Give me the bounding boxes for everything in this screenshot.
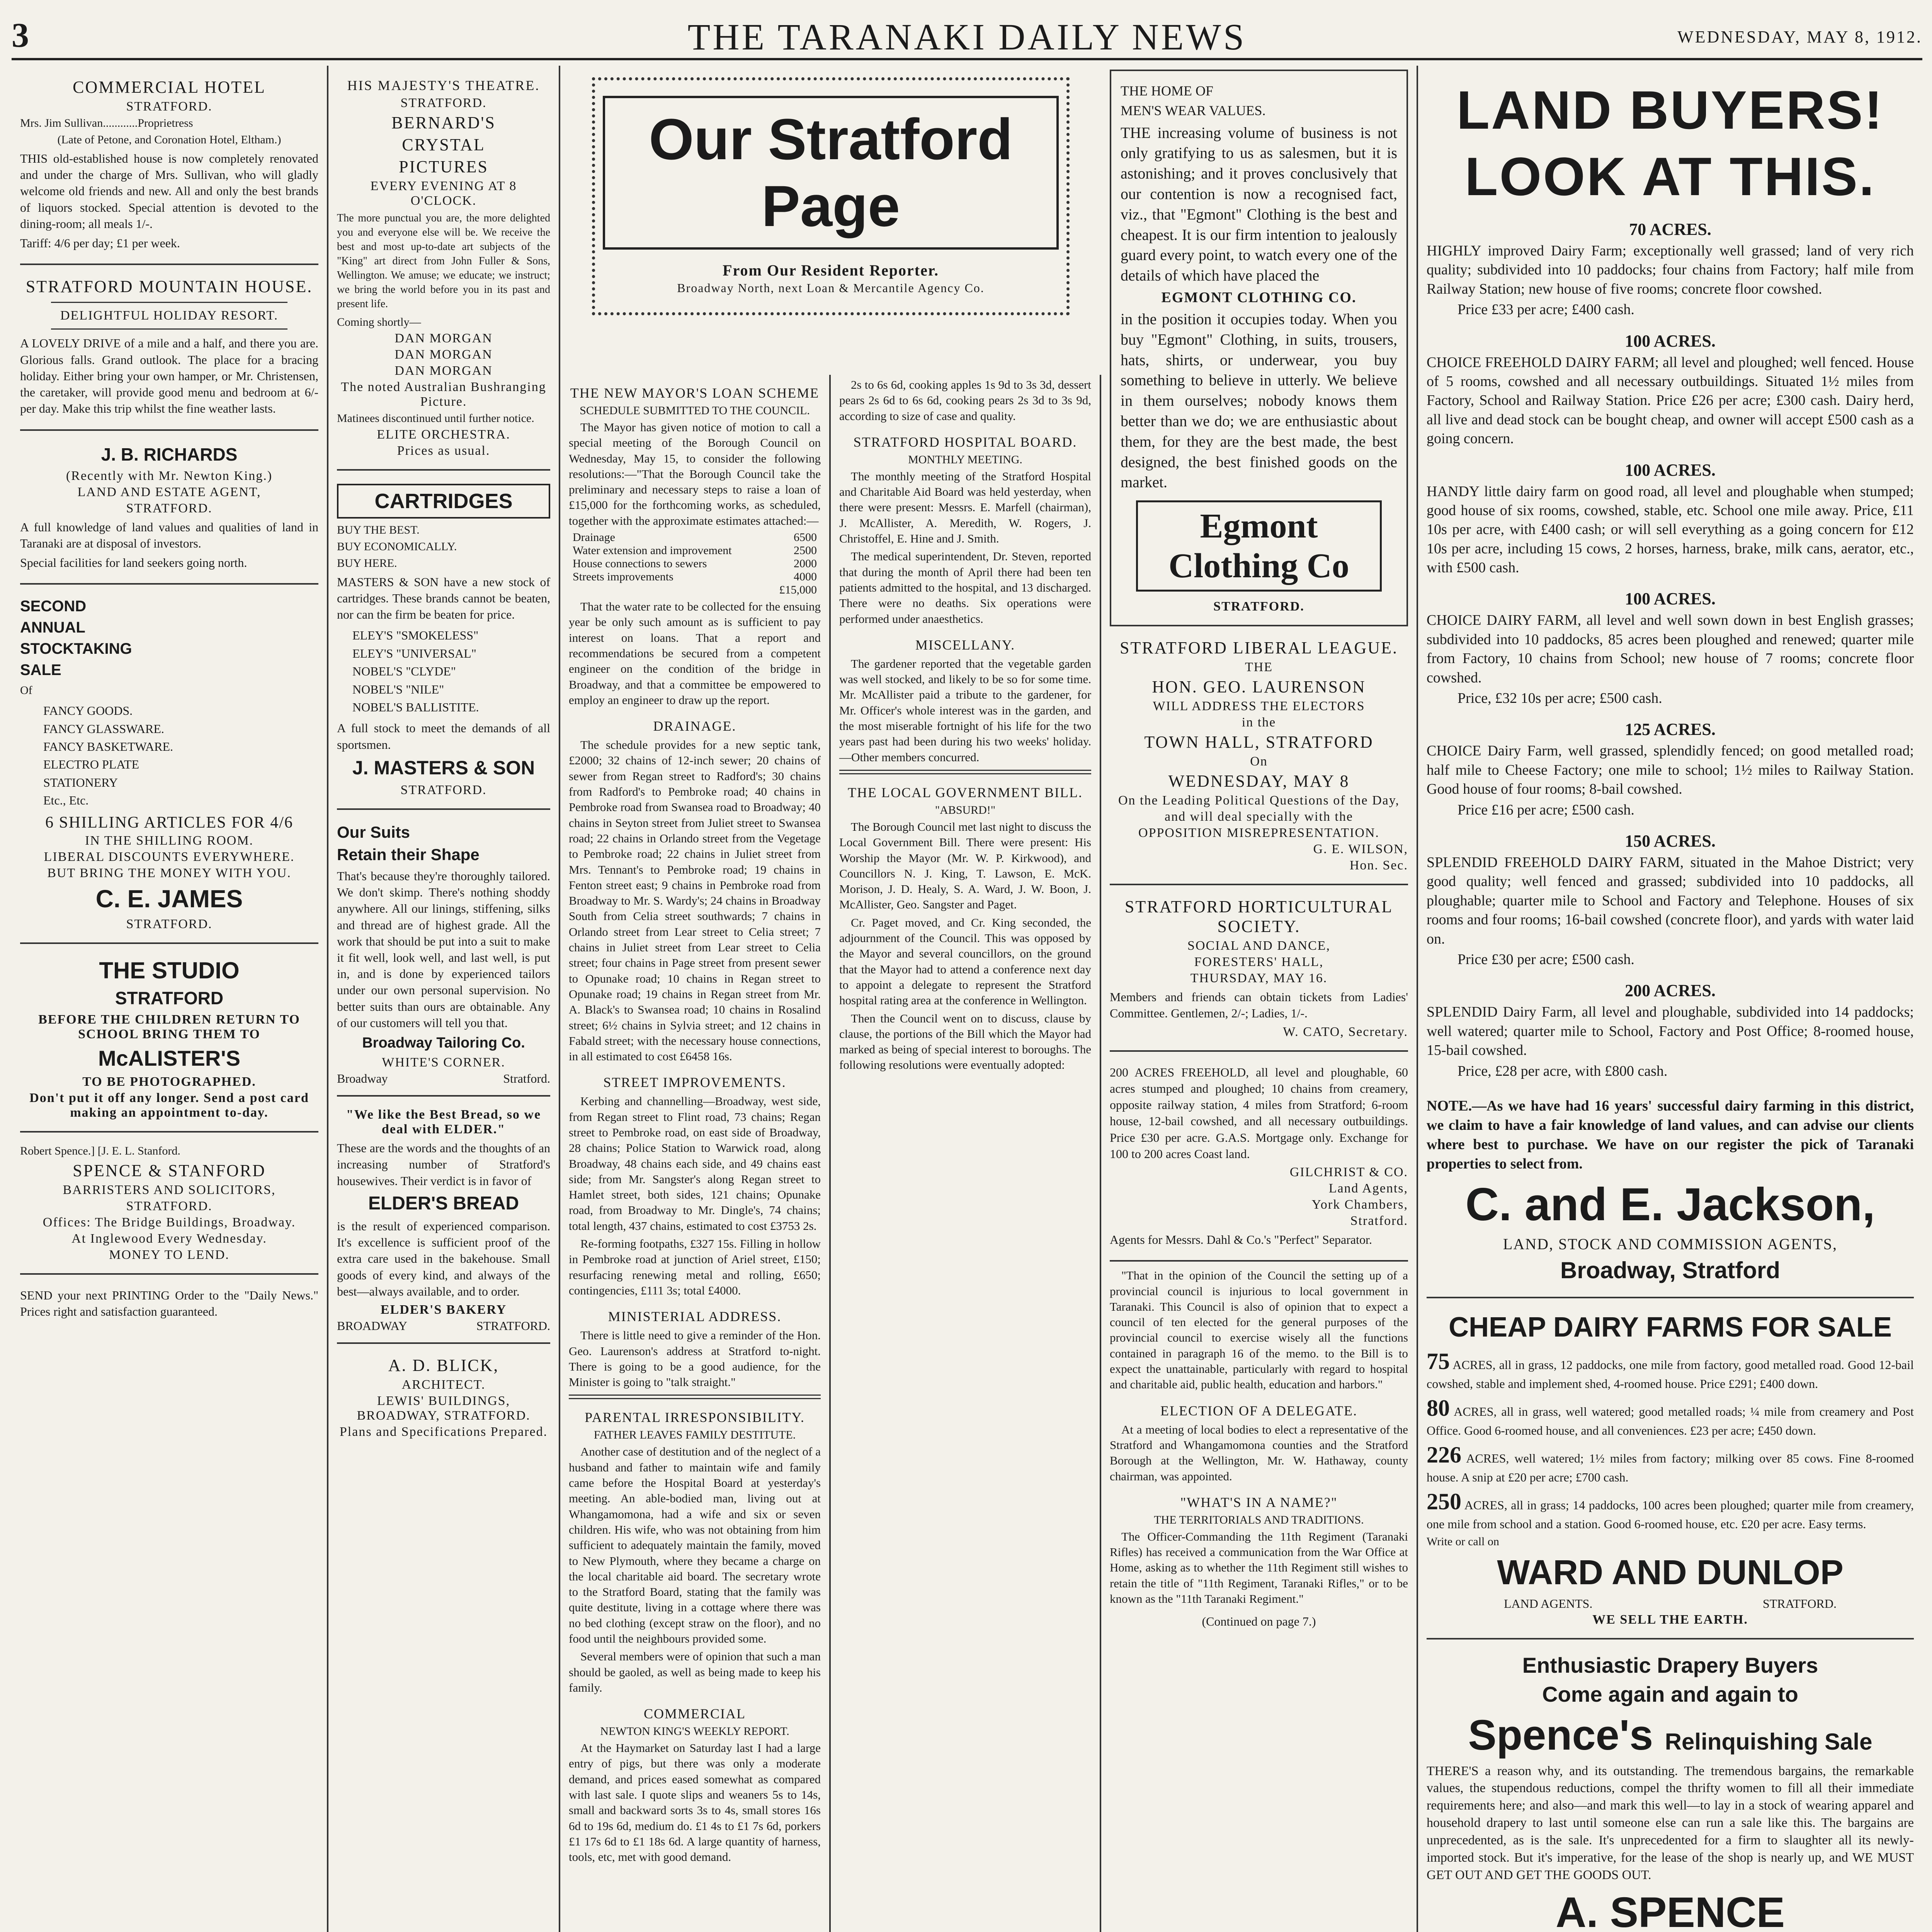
- sale-discount: LIBERAL DISCOUNTS EVERYWHERE.: [44, 849, 295, 864]
- location-left: LAND AGENTS.: [1504, 1596, 1593, 1611]
- farm-desc: HANDY little dairy farm on good road, all level and ploughable when stumped; good house of six rooms, cowshed, stable, etc. School one mile away. Price, £11 10s per acre, with £400 cash; or will sell everything as a going concern for £12 10s per acre, including 15 cows, 2 horses, harness, brake, milk cans, aerator, etc., with £500 cash.: [1427, 483, 1914, 576]
- spence-stanford-ad: [20, 1133, 318, 1275]
- table-row: [569, 570, 821, 583]
- spence-drapery-ad: [1427, 1639, 1914, 1932]
- cartridges-ad: [337, 471, 550, 810]
- loan-subhead: SCHEDULE SUBMITTED TO THE COUNCIL.: [580, 404, 810, 417]
- law-sub: BARRISTERS AND SOLICITORS,: [63, 1182, 276, 1197]
- item-desc: ACRES, all in grass, 12 paddocks, one mile from factory, good metalled road. Good 12-bail cowshed, stable and implement shed, 4-roomed house. Price £291; £400 down.: [1427, 1357, 1914, 1391]
- egmont-name-caps: EGMONT CLOTHING CO.: [1161, 289, 1357, 306]
- theatre-time: EVERY EVENING AT 8 O'CLOCK.: [370, 179, 517, 208]
- item-acres: 80: [1427, 1395, 1450, 1421]
- hotel-tariff: Tariff: 4/6 per day; £1 per week.: [20, 236, 180, 250]
- spence-body: THERE'S a reason why, and its outstanding. The tremendous bargains, the remarkable values, the stupendous reductions, compel the thrifty women to fill all their immediate requirements here; and also—and mark this well—to lay in a stock of wearing apparel and household drapery to last until someone else can run a sale like this. The bargains are unprecedented, as is the sale. It's unprecedented for a firm to slaughter all its newly-imported stock. But it's imperative, for the lease of the shop is nearly up, and WE MUST GET OUT AND GET THE GOODS OUT.: [1427, 1764, 1914, 1882]
- spence-title: [1427, 1711, 1914, 1760]
- sale-offer: 6 SHILLING ARTICLES FOR 4/6: [45, 813, 293, 832]
- jackson-ad: [1427, 66, 1914, 1298]
- lgb-para-1: The Borough Council met last night to discuss the Local Government Bill. There were present: His Worship the Mayor (Mr. W. P. Kirkwood), and Councillors N. J. King, T. Lawson, E. McK. Morison, J. D. Healy, S. A. Ward, J. W. Boon, J. McAllister, Geo. Sangster and Paget.: [839, 820, 1091, 912]
- cartridges-stock: A full stock to meet the demands of all sportsmen.: [337, 721, 550, 752]
- cartridges-buy-2: BUY ECONOMICALLY.: [337, 540, 457, 553]
- architect-title: ARCHITECT.: [401, 1378, 486, 1392]
- gilchrist-t2: York Chambers,: [1311, 1197, 1408, 1212]
- farm-price: Price, £32 10s per acre; £500 cash.: [1458, 690, 1662, 707]
- mountain-house-ad: [20, 265, 318, 430]
- lgb-headline: THE LOCAL GOVERNMENT BILL.: [848, 784, 1083, 800]
- studio-l1: BEFORE THE CHILDREN RETURN TO SCHOOL BRING THEM TO: [38, 1012, 300, 1041]
- item-acres: 75: [1427, 1348, 1450, 1374]
- law-names: Robert Spence.] [J. E. L. Stanford.: [20, 1144, 180, 1157]
- streets-para-2: Re-forming footpaths, £327 15s. Filling in hollow in Pembroke road at junction of Ariel street, £150; resurfacing renewing metal and rolling, £650; contingencies, £111 3s; total £4000.: [569, 1237, 821, 1297]
- council-para-2: At a meeting of local bodies to elect a representative of the Stratford and Whangamomona counties and the Stratford Borough at the Wellington, Mr. W. Hathaway, county chairman, was appointed.: [1110, 1422, 1408, 1483]
- parental-para-1: Another case of destitution and of the neglect of a husband and father to maintain wife and family came before the Hospital Board at yesterday's meeting. An able-bodied man, living out at Whangamomona, had a wife and six or seven children. His wife, who was not obtaining from him sufficient to adequately maintain the family, moved to New Plymouth, where they became a charge on the local charitable aid board. The secretary wrote to the Stratford Board, stating that the family was quite destitute, living in a cottage where there was no bed clothing (except straw on the floor), and no food until the neighbours provided some.: [569, 1445, 821, 1645]
- farm-desc: SPLENDID FREEHOLD DAIRY FARM, situated in the Mahoe District; very good quality; well fenced and grassed; subdivided into 10 paddocks, all ploughable; quarter mile to School and Factory and Telephone. Houses of six rooms and four rooms; 16-bail cowshed (concrete floor), and yards with water laid on.: [1427, 854, 1914, 947]
- liberal-opposition: OPPOSITION MISREPRESENTATION.: [1138, 826, 1379, 840]
- column-3: [560, 66, 1101, 1932]
- law-money: MONEY TO LEND.: [109, 1247, 230, 1262]
- election-head: ELECTION OF A DELEGATE.: [1160, 1403, 1357, 1418]
- law-inglewood: At Inglewood Every Wednesday.: [71, 1231, 267, 1246]
- list-item: ELEY'S "SMOKELESS": [352, 628, 479, 643]
- farm-price: Price £30 per acre; £500 cash.: [1458, 951, 1634, 968]
- bakery-location: [337, 1319, 550, 1333]
- newton-king-head: NEWTON KING'S WEEKLY REPORT.: [600, 1725, 789, 1738]
- row-label: Streets improvements: [573, 570, 673, 583]
- liberal-title: STRATFORD LIBERAL LEAGUE.: [1120, 638, 1398, 658]
- farm-desc: CHOICE DAIRY FARM, all level and well sown down in best English grasses; subdivided into 10 paddocks, 85 acres been ploughed and renewed; quarter mile from Factory, 10 chains from School; new house of 7 rooms; concrete floor cowshed.: [1427, 612, 1914, 686]
- row-value: 4000: [794, 570, 817, 583]
- list-item: FANCY GLASSWARE.: [43, 721, 164, 736]
- theatre-body: The more punctual you are, the more delighted you and everyone else will be. We receive the best and most up-to-date art subjects of the "King" art direct from John Fuller & Sons, Wellington. We amuse; we educate; we instruct; we bring the world before you in its past and present life.: [337, 212, 550, 310]
- row-label: House connections to sewers: [573, 557, 707, 570]
- theatre-matinee: Matinees discontinued until further notice.: [337, 412, 534, 425]
- bread-name: ELDER'S BREAD: [368, 1193, 519, 1214]
- gilchrist-name: GILCHRIST & CO.: [1289, 1165, 1408, 1180]
- james-sale-ad: [20, 585, 318, 944]
- jackson-name: C. and E. Jackson,: [1465, 1178, 1875, 1230]
- hospital-headline: STRATFORD HOSPITAL BOARD.: [853, 434, 1077, 450]
- ward-slogan: WE SELL THE EARTH.: [1592, 1612, 1748, 1627]
- bread-body: These are the words and the thoughts of an increasing number of Stratford's housewives. Their verdict is in favor of: [337, 1141, 550, 1188]
- hospital-para-1: The monthly meeting of the Stratford Hospital and Charitable Aid Board was held yesterday, when there were present: Messrs. E. Marfell (chairman), J. McAllister, A. Meredith, W. Rogers, J. Christoffel, E. Hine and J. Smith.: [839, 469, 1091, 546]
- hort-title: STRATFORD HORTICULTURAL SOCIETY.: [1124, 897, 1393, 936]
- continued-note: (Continued on page 7.): [1202, 1614, 1316, 1629]
- stratford-page-header: [592, 77, 1070, 315]
- cartridge-brands: [337, 626, 550, 716]
- architect-address: LEWIS' BUILDINGS, BROADWAY, STRATFORD.: [357, 1394, 531, 1423]
- gilchrist-ad: [1110, 1052, 1408, 1262]
- council-continued: [1110, 1262, 1408, 1629]
- hotel-previous: (Late of Petone, and Coronation Hotel, Eltham.): [57, 133, 281, 146]
- spence-sale: Relinquishing Sale: [1665, 1728, 1872, 1755]
- tailoring-location: [337, 1071, 550, 1086]
- farm-price: Price £16 per acre; £500 cash.: [1458, 801, 1634, 818]
- studio-place: STRATFORD: [115, 988, 224, 1008]
- spence-name: Spence's: [1468, 1711, 1653, 1759]
- liberal-secretary: G. E. WILSON,: [1313, 842, 1408, 857]
- egmont-body: THE increasing volume of business is not only gratifying to us as salesmen, but it is astonishing; and it proves conclusively that our contention is now a recognised fact, viz., that "Egmont" Clothing is the best and cheapest. It is our firm intention to jealously guard every point, to watch every one of the details of which have placed the: [1121, 124, 1397, 284]
- council-para-1: "That in the opinion of the Council the setting up of a provincial council is injurious to local government in Taranaki. This Council is also of opinion that to expect a council of ten elected for the general purposes of the provincial council to exercise wisely all the functions contained in paragraph 16 of the memo. to the Bill is to expect the unattainable, particularly with regard to hospital and charitable aid, public health, education and harbors.": [1110, 1269, 1408, 1391]
- list-item: FANCY GOODS.: [43, 704, 133, 718]
- spence-owner: A. SPENCE: [1556, 1888, 1785, 1932]
- liberal-topic: On the Leading Political Questions of the Day,: [1118, 793, 1400, 808]
- look-at-this-title: LOOK AT THIS.: [1464, 146, 1876, 207]
- bakery-name: ELDER'S BAKERY: [380, 1303, 507, 1317]
- studio-title: THE STUDIO: [99, 957, 240, 983]
- masters-name: J. MASTERS & SON: [352, 757, 535, 779]
- row-label: Water extension and improvement: [573, 544, 732, 557]
- fruit-prices-para: 2s to 6s 6d, cooking apples 1s 9d to 3s 3d, dessert pears 2s 6d to 6s 6d, cooking pears 2s 3d to 3s 9d, according to size of case and quality.: [839, 378, 1091, 423]
- tailoring-name: Broadway Tailoring Co.: [362, 1035, 525, 1051]
- commercial-head: COMMERCIAL: [643, 1706, 746, 1722]
- cheap-farms-title: CHEAP DAIRY FARMS FOR SALE: [1449, 1311, 1892, 1343]
- cartridges-title: CARTRIDGES: [337, 484, 550, 519]
- table-total: [569, 583, 821, 597]
- masthead: [12, 12, 1922, 60]
- printing-ad: [20, 1275, 318, 1332]
- territorials-subhead: THE TERRITORIALS AND TRADITIONS.: [1154, 1513, 1364, 1526]
- sale-items: [20, 702, 318, 809]
- item-acres: 226: [1427, 1442, 1461, 1468]
- farm-acres: 200 ACRES.: [1625, 981, 1716, 1000]
- theatre-feature: DAN MORGAN: [395, 363, 493, 378]
- richards-place: STRATFORD.: [126, 501, 213, 515]
- cartridges-buy-1: BUY THE BEST.: [337, 523, 420, 536]
- news-column-b: [831, 375, 1101, 1932]
- item-acres: 250: [1427, 1488, 1461, 1514]
- liberal-date: WEDNESDAY, MAY 8: [1168, 772, 1350, 791]
- ministerial-head: MINISTERIAL ADDRESS.: [608, 1309, 782, 1325]
- council-para-3: The Officer-Commanding the 11th Regiment (Taranaki Rifles) has received a communication from the War Office at Home, asking as to whether the 11th Regiment still wishes to retain the title of "11th Regiment, Taranaki Rifles," or to be known as the "11th Taranaki Regiment.": [1110, 1529, 1408, 1605]
- hotel-place: STRATFORD.: [126, 99, 213, 114]
- egmont-h1: THE HOME OF: [1121, 83, 1213, 99]
- suits-title: Our Suits: [337, 823, 410, 841]
- location-right: STRATFORD.: [476, 1319, 550, 1333]
- architect-name: A. D. BLICK,: [388, 1356, 499, 1375]
- hospital-subhead: MONTHLY MEETING.: [908, 453, 1022, 466]
- table-row: [569, 544, 821, 557]
- richards-body2: Special facilities for land seekers going north.: [20, 556, 247, 570]
- page-number: 3: [12, 16, 29, 54]
- richards-ad: [20, 431, 318, 585]
- sale-of: Of: [20, 684, 32, 697]
- list-item: ELECTRO PLATE: [43, 757, 139, 772]
- suits-ad: [337, 810, 550, 1097]
- theatre-ad: [337, 66, 550, 471]
- table-row: [569, 557, 821, 570]
- architect-ad: [337, 1344, 550, 1450]
- liberal-deal: and will deal specially with the: [1165, 810, 1353, 824]
- sale-word-1: SECOND: [20, 598, 87, 615]
- farm-acres: 150 ACRES.: [1625, 831, 1716, 850]
- theatre-prices: Prices as usual.: [397, 443, 490, 458]
- hospital-para-2: The medical superintendent, Dr. Steven, reported that during the month of April there had been ten patients admitted to the hospital, and 13 discharged. There were no deaths. Six operations were performed under anaesthetics.: [839, 549, 1091, 626]
- gilchrist-t1: Land Agents,: [1328, 1181, 1408, 1196]
- ward-write: Write or call on: [1427, 1535, 1499, 1548]
- item-desc: ACRES, all in grass; 14 paddocks, 100 acres been ploughed; quarter mile from creamery, one mile from school and a station. Good 6-roomed house, etc. £20 per acre. Easy terms.: [1427, 1498, 1914, 1531]
- egmont-clothing-ad: [1110, 70, 1408, 626]
- hotel-title: COMMERCIAL HOTEL: [73, 78, 266, 97]
- resident-reporter: From Our Resident Reporter.: [723, 262, 939, 279]
- liberal-speaker: HON. GEO. LAURENSON: [1152, 677, 1366, 697]
- egmont-body-2: in the position it occupies today. When you buy "Egmont" Clothing, in suits, trousers, hats, shirts, or underwear, you buy something to believe in utterly. We believe in them ourselves; nobody knows them better than we do; we are enthusiastic about them, for they are the best made, the best designed, the best finished goods on the market.: [1121, 310, 1397, 491]
- loan-para-2: That the water rate to be collected for the ensuing year be only such amount as is sufficient to pay interest on loans. That a report and recommendations be secured from a competent engineer on the condition of the bridge in Broadway, and that a committee be empowered to employ an engineer to draw up the report.: [569, 600, 821, 707]
- item-desc: ACRES, well watered; 1½ miles from factory; milking over 85 cows. Fine 8-roomed house. A snip at £20 per acre; £700 cash.: [1427, 1451, 1914, 1484]
- masters-place: STRATFORD.: [400, 782, 487, 797]
- egmont-place: STRATFORD.: [1213, 599, 1304, 614]
- sale-word-3: STOCKTAKING: [20, 640, 132, 658]
- theatre-show-2: CRYSTAL: [402, 135, 485, 154]
- bread-quote: "We like the Best Bread, so we deal with ELDER.": [346, 1107, 541, 1137]
- studio-name: McALISTER'S: [98, 1046, 241, 1070]
- column-5: [1418, 66, 1922, 1932]
- theatre-feature: DAN MORGAN: [395, 331, 493, 345]
- farm-acres: 100 ACRES.: [1625, 589, 1716, 609]
- hort-body: Members and friends can obtain tickets from Ladies' Committee. Gentlemen, 2/-; Ladies, 1/-.: [1110, 990, 1408, 1020]
- miscellany-para: The gardener reported that the vegetable garden was well stocked, and likely to be so for some time. Mr. McAllister paid a tribute to the gardener, for Mr. Officer's whole interest was in the garden, and the most miserable fortnight of his life for the two years past had been during his two weeks' holiday.—Other members concurred.: [839, 656, 1091, 764]
- item-desc: ACRES, all in grass, well watered; good metalled roads; ¼ mile from creamery and Post Office. Good 6-roomed house, and all conveniences. £23 per acre; £450 down.: [1427, 1404, 1914, 1437]
- cartridges-body: MASTERS & SON have a new stock of cartridges. These brands cannot be beaten, nor can the firm be beaten for price.: [337, 575, 550, 622]
- law-place: STRATFORD.: [126, 1199, 213, 1213]
- elder-bread-ad: [337, 1097, 550, 1344]
- list-item: NOBEL'S "CLYDE": [352, 664, 456, 679]
- richards-sub1: (Recently with Mr. Newton King.): [66, 468, 273, 483]
- column-2: [328, 66, 560, 1932]
- liberal-will: WILL ADDRESS THE ELECTORS: [1153, 699, 1365, 714]
- newspaper-title: THE TARANAKI DAILY NEWS: [687, 16, 1247, 58]
- studio-l2: TO BE PHOTOGRAPHED.: [82, 1074, 256, 1089]
- column-1: [12, 66, 328, 1932]
- bread-body-2: is the result of experienced comparison. It's excellence is sufficient proof of the extra care used in the bakehouse. Small goods of every kind, and always of the best—always available, and to order.: [337, 1219, 550, 1298]
- list-item: NOBEL'S "NILE": [352, 682, 444, 696]
- jackson-trade: LAND, STOCK AND COMMISSION AGENTS,: [1503, 1235, 1838, 1253]
- gilchrist-body: 200 ACRES FREEHOLD, all level and ploughable, 60 acres stumped and ploughed; 10 chains from creamery, opposite railway station, 4 miles from Stratford; 6-room house, 12-bail cowshed, and all necessary outbuildings. Price £30 per acre. G.A.S. Mortgage only. Exchange for 100 to 200 acres Coast land.: [1110, 1065, 1408, 1161]
- row-value: 2500: [794, 544, 817, 557]
- liberal-hall: TOWN HALL, STRATFORD: [1144, 733, 1374, 752]
- james-name: C. E. JAMES: [95, 884, 243, 913]
- ministerial-para: There is little need to give a reminder of the Hon. Geo. Laurenson's address at Stratford to-night. There is going to be a good audience, for the Minister is going to "talk straight.": [569, 1328, 821, 1389]
- drainage-para: The schedule provides for a new septic tank, £2000; 32 chains of 12-inch sewer; 20 chains of sewer from Regan street to Radford's; 30 chains from Radford's to Pembroke road; 40 chains in Pembroke road from Swansea road to Broadway; 40 chains in Seyton street from Juliet street to Swansea road; 22 chains in Orlando street from the Vegetage to Pembroke road; 22 chains in Juliet street from Mrs. Tennant's to Pembroke road; 19 chains in Fenton street east; 9 chains in Pembroke road from Broadway to Mr. S. Wardy's; 24 chains in Broadway South from Celia street southwards; 7 chains in Orlando street from Lear street to Celia street; 7 chains in Juliet street from Lear street to Celia street; four chains in Page street from present sewer to Opunake road; 10 chains in Regan street to Opunake road; 19 chains in Regan street from Mr. A. Black's to Swansea road; 10 chains in Rosalind street; 6½ chains in Sylvia street; and 12 chains in Fabald street; with the necessary house connections, in all estimated to cost £6458 16s.: [569, 738, 821, 1063]
- mountain-title: STRATFORD MOUNTAIN HOUSE.: [26, 277, 313, 296]
- liberal-the: THE: [1245, 660, 1273, 675]
- studio-l3: Don't put it off any longer. Send a post card making an appointment to-day.: [29, 1090, 309, 1120]
- liberal-on: On: [1250, 754, 1268, 769]
- richards-sub2: LAND AND ESTATE AGENT,: [77, 485, 261, 499]
- column-4: [1101, 66, 1418, 1932]
- theatre-show-1: BERNARD'S: [391, 113, 496, 132]
- lgb-subhead: "ABSURD!": [935, 803, 996, 816]
- suits-body: That's because they're thoroughly tailored. We don't skimp. There's nothing shoddy anywhere. All our linings, stiffening, silks and thread are of highest grade. All the work that should be put into a suit to make it fit well, look well, and last well, is put in, and is done by experienced tailors under our own personal supervision. No better suits than ours are obtainable. Any of our customers will tell you that.: [337, 869, 550, 1030]
- farm-acres: 125 ACRES.: [1625, 720, 1716, 739]
- total-value: £15,000: [779, 583, 817, 597]
- list-item: STATIONERY: [43, 775, 118, 789]
- farm-price: Price, £28 per acre, with £800 cash.: [1458, 1063, 1668, 1079]
- location-right: STRATFORD.: [1762, 1596, 1837, 1611]
- list-item: [1427, 1440, 1914, 1485]
- lgb-para-2: Cr. Paget moved, and Cr. King seconded, the adjournment of the Council. This was opposed by the Mayor and several councillors, on the ground that the Mayor had to attend a conference next day to appoint a delegate to represent the Stratford hospital rating area at the conference in Wellington.: [839, 915, 1091, 1007]
- parental-headline: PARENTAL IRRESPONSIBILITY.: [585, 1410, 805, 1425]
- location-left: Broadway: [337, 1071, 388, 1086]
- hort-date: THURSDAY, MAY 16.: [1190, 971, 1328, 986]
- hotel-proprietor: Mrs. Jim Sullivan............Proprietress: [20, 117, 193, 129]
- sale-bring: BUT BRING THE MONEY WITH YOU.: [47, 866, 291, 880]
- law-office: Offices: The Bridge Buildings, Broadway.: [43, 1215, 296, 1230]
- sale-offer-2: IN THE SHILLING ROOM.: [85, 833, 254, 848]
- jackson-note: NOTE.—As we have had 16 years' successful dairy farming in this district, we claim to have a fair knowledge of land values, and can advise our clients where best to purchase. We have on our register the pick of Taranaki properties to select from.: [1427, 1097, 1914, 1172]
- theatre-show-3: PICTURES: [399, 157, 488, 176]
- farm-desc: CHOICE FREEHOLD DAIRY FARM; all level and ploughed; well fenced. House of 5 rooms, cowshed and all necessary outbuildings. Situated 1½ miles from Factory, School and Railway Station. Price £26 per acre; £300 cash. Dairy herd, all live and dead stock can be bought cheap, and owner will accept £500 cash as a going concern.: [1427, 354, 1914, 447]
- theatre-title: HIS MAJESTY'S THEATRE.: [347, 78, 540, 93]
- jackson-location: Broadway, Stratford: [1560, 1257, 1780, 1283]
- parental-para-2: Several members were of opinion that such a man should be gaoled, as well as being made to keep his family.: [569, 1650, 821, 1694]
- richards-body: A full knowledge of land values and qualities of land in Taranaki are at disposal of investors.: [20, 520, 318, 550]
- farm-desc: HIGHLY improved Dairy Farm; exceptionally well grassed; land of very rich quality; subdivided into 10 paddocks; four chains from Factory; half mile from Railway Station; new house of five rooms; concrete floor cowshed.: [1427, 243, 1914, 297]
- loan-para-1: The Mayor has given notice of motion to call a special meeting of the Borough Council on Wednesday, May 15, to consider the following resolutions:—"That the Borough Council take the preliminary and necessary steps to raise a loan of £15,000 for the forthcoming works, as scheduled, together with the approximate estimates attached:—: [569, 420, 821, 527]
- farm-price: Price £33 per acre; £400 cash.: [1458, 301, 1634, 318]
- lgb-para-3: Then the Council went on to discuss, clause by clause, the portions of the Bill which the Mayor had marked as being of special interest to boroughs. The following resolutions were eventually adopted:: [839, 1011, 1091, 1072]
- egmont-h2: MEN'S WEAR VALUES.: [1121, 102, 1266, 118]
- hort-secretary: W. CATO, Secretary.: [1283, 1024, 1408, 1039]
- farm-desc: CHOICE Dairy Farm, well grassed, splendidly fenced; on good metalled road; half mile to Cheese Factory; one mile to school; 1½ miles to Railway Station. Good house of four rooms; 8-bail cowshed.: [1427, 743, 1914, 798]
- list-item: ELEY'S "UNIVERSAL": [352, 646, 476, 660]
- parental-subhead: FATHER LEAVES FAMILY DESTITUTE.: [594, 1429, 796, 1442]
- loan-headline: THE NEW MAYOR'S LOAN SCHEME: [570, 385, 820, 401]
- row-label: Drainage: [573, 531, 615, 544]
- list-item: FANCY BASKETWARE.: [43, 740, 173, 754]
- table-row: [569, 531, 821, 544]
- liberal-league-ad: [1110, 626, 1408, 885]
- list-item: [1427, 1347, 1914, 1391]
- ward-dunlop-location: [1427, 1597, 1914, 1611]
- james-place: STRATFORD.: [126, 917, 213, 931]
- location-right: Stratford.: [503, 1071, 550, 1086]
- hort-event: SOCIAL AND DANCE,: [1187, 939, 1330, 953]
- farm-desc: SPLENDID Dairy Farm, all level and ploughable, subdivided into 14 paddocks; well watered; quarter mile to School, Factory and Post Office; 8-roomed house, 15-bail cowshed.: [1427, 1004, 1914, 1059]
- gilchrist-agents: Agents for Messrs. Dahl & Co.'s "Perfect" Separator.: [1110, 1233, 1372, 1247]
- name-question-head: "WHAT'S IN A NAME?": [1180, 1494, 1338, 1510]
- news-column-a: [560, 375, 831, 1932]
- ward-dunlop-name: WARD AND DUNLOP: [1497, 1553, 1844, 1592]
- theatre-feature: DAN MORGAN: [395, 347, 493, 362]
- list-item: [1427, 1394, 1914, 1438]
- farm-acres: 100 ACRES.: [1625, 331, 1716, 350]
- land-buyers-title: LAND BUYERS!: [1456, 80, 1884, 140]
- studio-ad: [20, 944, 318, 1133]
- architect-plans: Plans and Specifications Prepared.: [339, 1425, 548, 1439]
- liberal-secretary-title: Hon. Sec.: [1349, 858, 1408, 873]
- farm-acres: 100 ACRES.: [1625, 460, 1716, 480]
- list-item: Etc., Etc.: [43, 793, 89, 808]
- printing-text: SEND your next PRINTING Order to the "Daily News." Prices right and satisfaction guaranteed.: [20, 1288, 318, 1318]
- row-value: 2000: [794, 557, 817, 570]
- horticultural-ad: [1110, 885, 1408, 1051]
- mountain-sub: DELIGHTFUL HOLIDAY RESORT.: [60, 308, 279, 323]
- issue-date: WEDNESDAY, MAY 8, 1912.: [1677, 27, 1922, 46]
- theatre-desc: The noted Australian Bushranging Picture.: [341, 379, 546, 409]
- miscellany-head: MISCELLANY.: [915, 637, 1015, 653]
- richards-title: J. B. RICHARDS: [101, 444, 238, 464]
- hort-hall: FORESTERS' HALL,: [1194, 955, 1324, 969]
- list-item: [1427, 1487, 1914, 1532]
- list-item: NOBEL'S BALLISTITE.: [352, 700, 479, 714]
- theatre-orchestra: ELITE ORCHESTRA.: [377, 427, 510, 442]
- gilchrist-t3: Stratford.: [1350, 1214, 1408, 1228]
- commercial-hotel-ad: [20, 66, 318, 265]
- row-value: 6500: [794, 531, 817, 544]
- mountain-body: A LOVELY DRIVE of a mile and a half, and there you are. Glorious falls. Grand outlook. The place for a bracing holiday. Either bring your own hamper, or Mr. Christensen, the caretaker, will provide good menu and bedroom at 6/- per day. Make this trip whilst the fine weather lasts.: [20, 336, 318, 416]
- suits-title-2: Retain their Shape: [337, 845, 480, 864]
- theatre-coming: Coming shortly—: [337, 315, 421, 328]
- spence-line-1: Enthusiastic Drapery Buyers: [1522, 1653, 1818, 1677]
- law-title: SPENCE & STANFORD: [73, 1161, 266, 1180]
- spence-line-2: Come again and again to: [1542, 1682, 1798, 1706]
- sale-word-4: SALE: [20, 662, 61, 679]
- streets-head: STREET IMPROVEMENTS.: [603, 1075, 786, 1090]
- reporter-office: Broadway North, next Loan & Mercantile Agency Co.: [677, 281, 985, 295]
- newton-king-para: At the Haymarket on Saturday last I had a large entry of pigs, but there was only a moderate demand, and prices eased somewhat as compared with last sale. I quote slips and weaners 5s to 14s, small and backward sorts 3s to 4s, small stores 16s 6d to 19s 6d, medium do. £1 4s to £1 7s 6d, porkers £1 17s 6d to £1 18s 6d. A large quantity of harness, tools, etc, met with good demand.: [569, 1741, 821, 1864]
- sale-word-2: ANNUAL: [20, 619, 85, 636]
- drainage-head: DRAINAGE.: [653, 718, 736, 734]
- theatre-place: STRATFORD.: [400, 96, 487, 110]
- tailoring-corner: WHITE'S CORNER.: [382, 1055, 505, 1070]
- location-left: BROADWAY: [337, 1319, 407, 1333]
- ward-dunlop-ad: [1427, 1298, 1914, 1639]
- farm-acres: 70 ACRES.: [1629, 220, 1711, 239]
- egmont-logo: Egmont Clothing Co: [1136, 500, 1382, 592]
- streets-para: Kerbing and channelling—Broadway, west side, from Regan street to Flint road, 73 chains; Regan street to Pembroke road, on east side of Broadway, 28 chains; Police Station to Warwick road, along Broadway, 48 chains each side, and 49 chains east side; from Mr. Sangster's along Regan street to Hamlet street, both sides, 121 chains; Opunake road, from Broadway to Mr. Dingle's, 74 chains; total length, 437 chains, estimated to cost £3753 2s.: [569, 1094, 821, 1233]
- farm-listings: [1427, 219, 1914, 1081]
- cartridges-buy-3: BUY HERE.: [337, 556, 397, 570]
- hotel-body: THIS old-established house is now completely renovated and under the charge of Mrs. Sullivan, who will gladly welcome old friends and new. All and only the best brands of liquors stocked. Special attention is devoted to the dining-room; all meals 1/-.: [20, 151, 318, 231]
- stratford-page-title: Our Stratford Page: [603, 96, 1059, 250]
- liberal-in: in the: [1242, 715, 1276, 730]
